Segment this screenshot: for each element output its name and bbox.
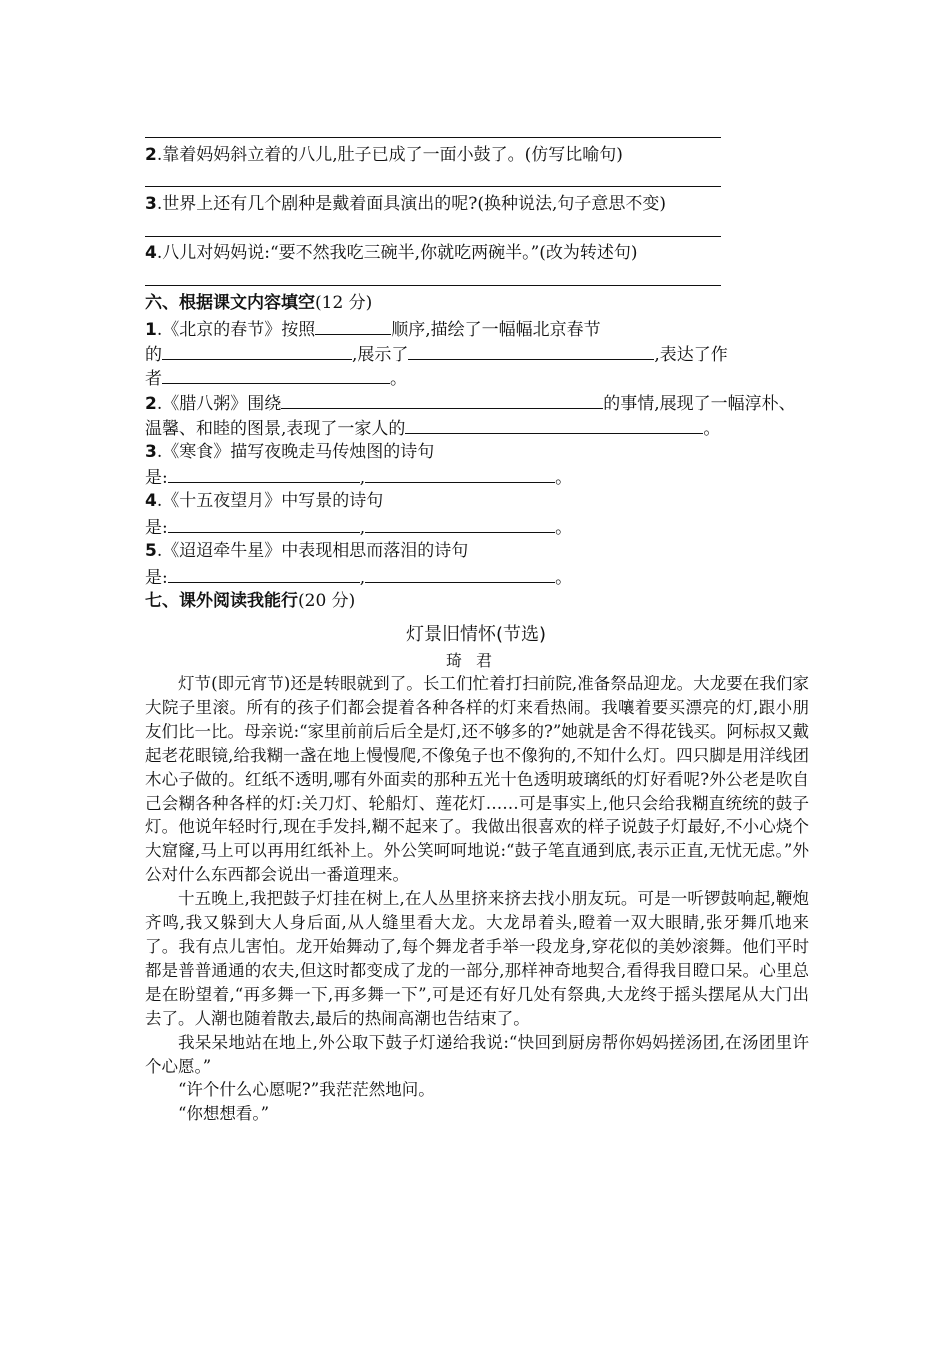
- item-text: 的: [145, 345, 162, 365]
- blank-field[interactable]: [405, 415, 703, 434]
- item-text: 。: [703, 419, 721, 439]
- answer-line[interactable]: [145, 236, 721, 237]
- item-text: .《迢迢牵牛星》中表现相思而落泪的诗句: [156, 541, 469, 561]
- answer-line[interactable]: [145, 186, 721, 187]
- fill-item-3-line2: [145, 464, 572, 490]
- item-text: 。: [555, 568, 573, 588]
- article-paragraph: 十五晚上,我把鼓子灯挂在树上,在人丛里挤来挤去找小朋友玩。可是一听锣鼓响起,鞭炮齐鸣,我又躲到大人身后面,从人缝里看大龙。大龙昂着头,瞪着一双大眼睛,张牙舞爪地来了。我有点儿害怕。龙开始舞动了,每个舞龙者手举一段龙身,穿花似的美妙滚舞。他们平时都是普普通通的农夫,但这时都变成了龙的一部分,那样神奇地契合,看得我目瞪口呆。心里总是在盼望着,“再多舞一下,再多舞一下”,可是还有好几处有祭典,大龙终于摇头摆尾从大门出去了。人潮也随着散去,最后的热闹高潮也告结束了。: [145, 889, 809, 1028]
- item-text: 是:: [145, 518, 168, 538]
- item-text: .《寒食》描写夜晚走马传烛图的诗句: [156, 442, 435, 462]
- blank-field[interactable]: [365, 464, 555, 483]
- section-title: 六、根据课文内容填空: [145, 293, 315, 313]
- item-text: ,表达了作: [654, 345, 728, 365]
- fill-item-1: [145, 316, 601, 342]
- item-text: ,: [359, 468, 366, 488]
- question-number: 2: [145, 145, 157, 165]
- blank-field[interactable]: [365, 514, 555, 533]
- fill-item-3: [145, 440, 434, 464]
- blank-field[interactable]: [162, 365, 390, 384]
- answer-line[interactable]: [145, 285, 721, 286]
- item-text: 温馨、和睦的图景,表现了一家人的: [145, 419, 406, 439]
- item-text: 者: [145, 369, 162, 389]
- fill-item-2-line2: [145, 415, 720, 441]
- article-body: [145, 672, 809, 1126]
- item-text: .《腊八粥》围绕: [156, 394, 282, 414]
- item-text: ,: [359, 568, 366, 588]
- section-title: 七、课外阅读我能行: [145, 591, 298, 611]
- fill-item-4-line2: [145, 514, 572, 540]
- blank-field[interactable]: [281, 390, 603, 409]
- article-paragraph: “许个什么心愿呢?”我茫茫然地问。: [178, 1080, 435, 1100]
- fill-item-1-line2: [145, 341, 728, 367]
- article-title: 灯景旧情怀(节选): [405, 624, 547, 645]
- item-text: 。: [555, 468, 573, 488]
- fill-item-2: [145, 390, 796, 416]
- fill-item-4: [145, 489, 383, 513]
- question-number: 3: [145, 194, 157, 214]
- fill-item-5-line2: [145, 564, 572, 590]
- blank-field[interactable]: [408, 341, 654, 360]
- article-author: 琦君: [445, 651, 506, 670]
- section-6-heading: [145, 291, 372, 315]
- blank-field[interactable]: [162, 341, 352, 360]
- item-number: 2: [145, 394, 157, 414]
- question-3: [145, 192, 666, 216]
- item-text: .《北京的春节》按照: [156, 320, 316, 340]
- question-4: [145, 241, 638, 265]
- blank-field[interactable]: [365, 564, 555, 583]
- item-text: 是:: [145, 568, 168, 588]
- section-7-heading: [145, 589, 355, 613]
- question-number: 4: [145, 243, 157, 263]
- question-text: .世界上还有几个剧种是戴着面具演出的呢?(换种说法,句子意思不变): [156, 194, 667, 214]
- item-number: 4: [145, 491, 157, 511]
- item-text: ,展示了: [352, 345, 409, 365]
- answer-line[interactable]: [145, 137, 721, 138]
- item-number: 1: [145, 320, 157, 340]
- article-paragraph: “你想想看。”: [178, 1104, 270, 1124]
- blank-field[interactable]: [168, 464, 360, 483]
- blank-field[interactable]: [168, 514, 360, 533]
- question-text: .靠着妈妈斜立着的八儿,肚子已成了一面小鼓了。(仿写比喻句): [156, 145, 623, 165]
- item-text: 。: [555, 518, 573, 538]
- item-text: 是:: [145, 468, 168, 488]
- blank-field[interactable]: [168, 564, 360, 583]
- item-number: 5: [145, 541, 157, 561]
- item-text: 。: [390, 369, 407, 389]
- item-text: 顺序,描绘了一幅幅北京春节: [391, 320, 601, 340]
- article-paragraph: 灯节(即元宵节)还是转眼就到了。长工们忙着打扫前院,准备祭品迎龙。大龙要在我们家大院子里滚。所有的孩子们都会提着各种各样的灯来看热闹。我嚷着要买漂亮的灯,跟小朋友们比一比。母亲说:“家里前前后后全是灯,还不够多的?”她就是舍不得花钱买。阿标叔又戴起老花眼镜,给我糊一盏在地上慢慢爬,不像兔子也不像狗的,不知什么灯。四只脚是用洋线团木心子做的。红纸不透明,哪有外面卖的那种五光十色透明玻璃纸的灯好看呢?外公老是吹自己会糊各种各样的灯:关刀灯、轮船灯、莲花灯……可是事实上,他只会给我糊直统统的鼓子灯。他说年轻时行,现在手发抖,糊不起来了。我做出很喜欢的样子说鼓子灯最好,不小心烧个大窟窿,马上可以再用红纸补上。外公笑呵呵地说:“鼓子笔直通到底,表示正直,无忧无虑。”外公对什么东西都会说出一番道理来。: [145, 674, 809, 885]
- item-text: 的事情,展现了一幅淳朴、: [603, 394, 796, 414]
- item-text: ,: [359, 518, 366, 538]
- blank-field[interactable]: [315, 316, 391, 335]
- item-number: 3: [145, 442, 157, 462]
- fill-item-1-line3: [145, 365, 407, 391]
- item-text: .《十五夜望月》中写景的诗句: [156, 491, 384, 511]
- section-score: (20 分): [298, 591, 356, 611]
- question-2: [145, 143, 623, 167]
- fill-item-5: [145, 539, 468, 563]
- section-score: (12 分): [315, 293, 373, 313]
- article-paragraph: 我呆呆地站在地上,外公取下鼓子灯递给我说:“快回到厨房帮你妈妈搓汤团,在汤团里许个心愿。”: [145, 1032, 809, 1076]
- question-text: .八儿对妈妈说:“要不然我吃三碗半,你就吃两碗半。”(改为转述句): [156, 243, 638, 263]
